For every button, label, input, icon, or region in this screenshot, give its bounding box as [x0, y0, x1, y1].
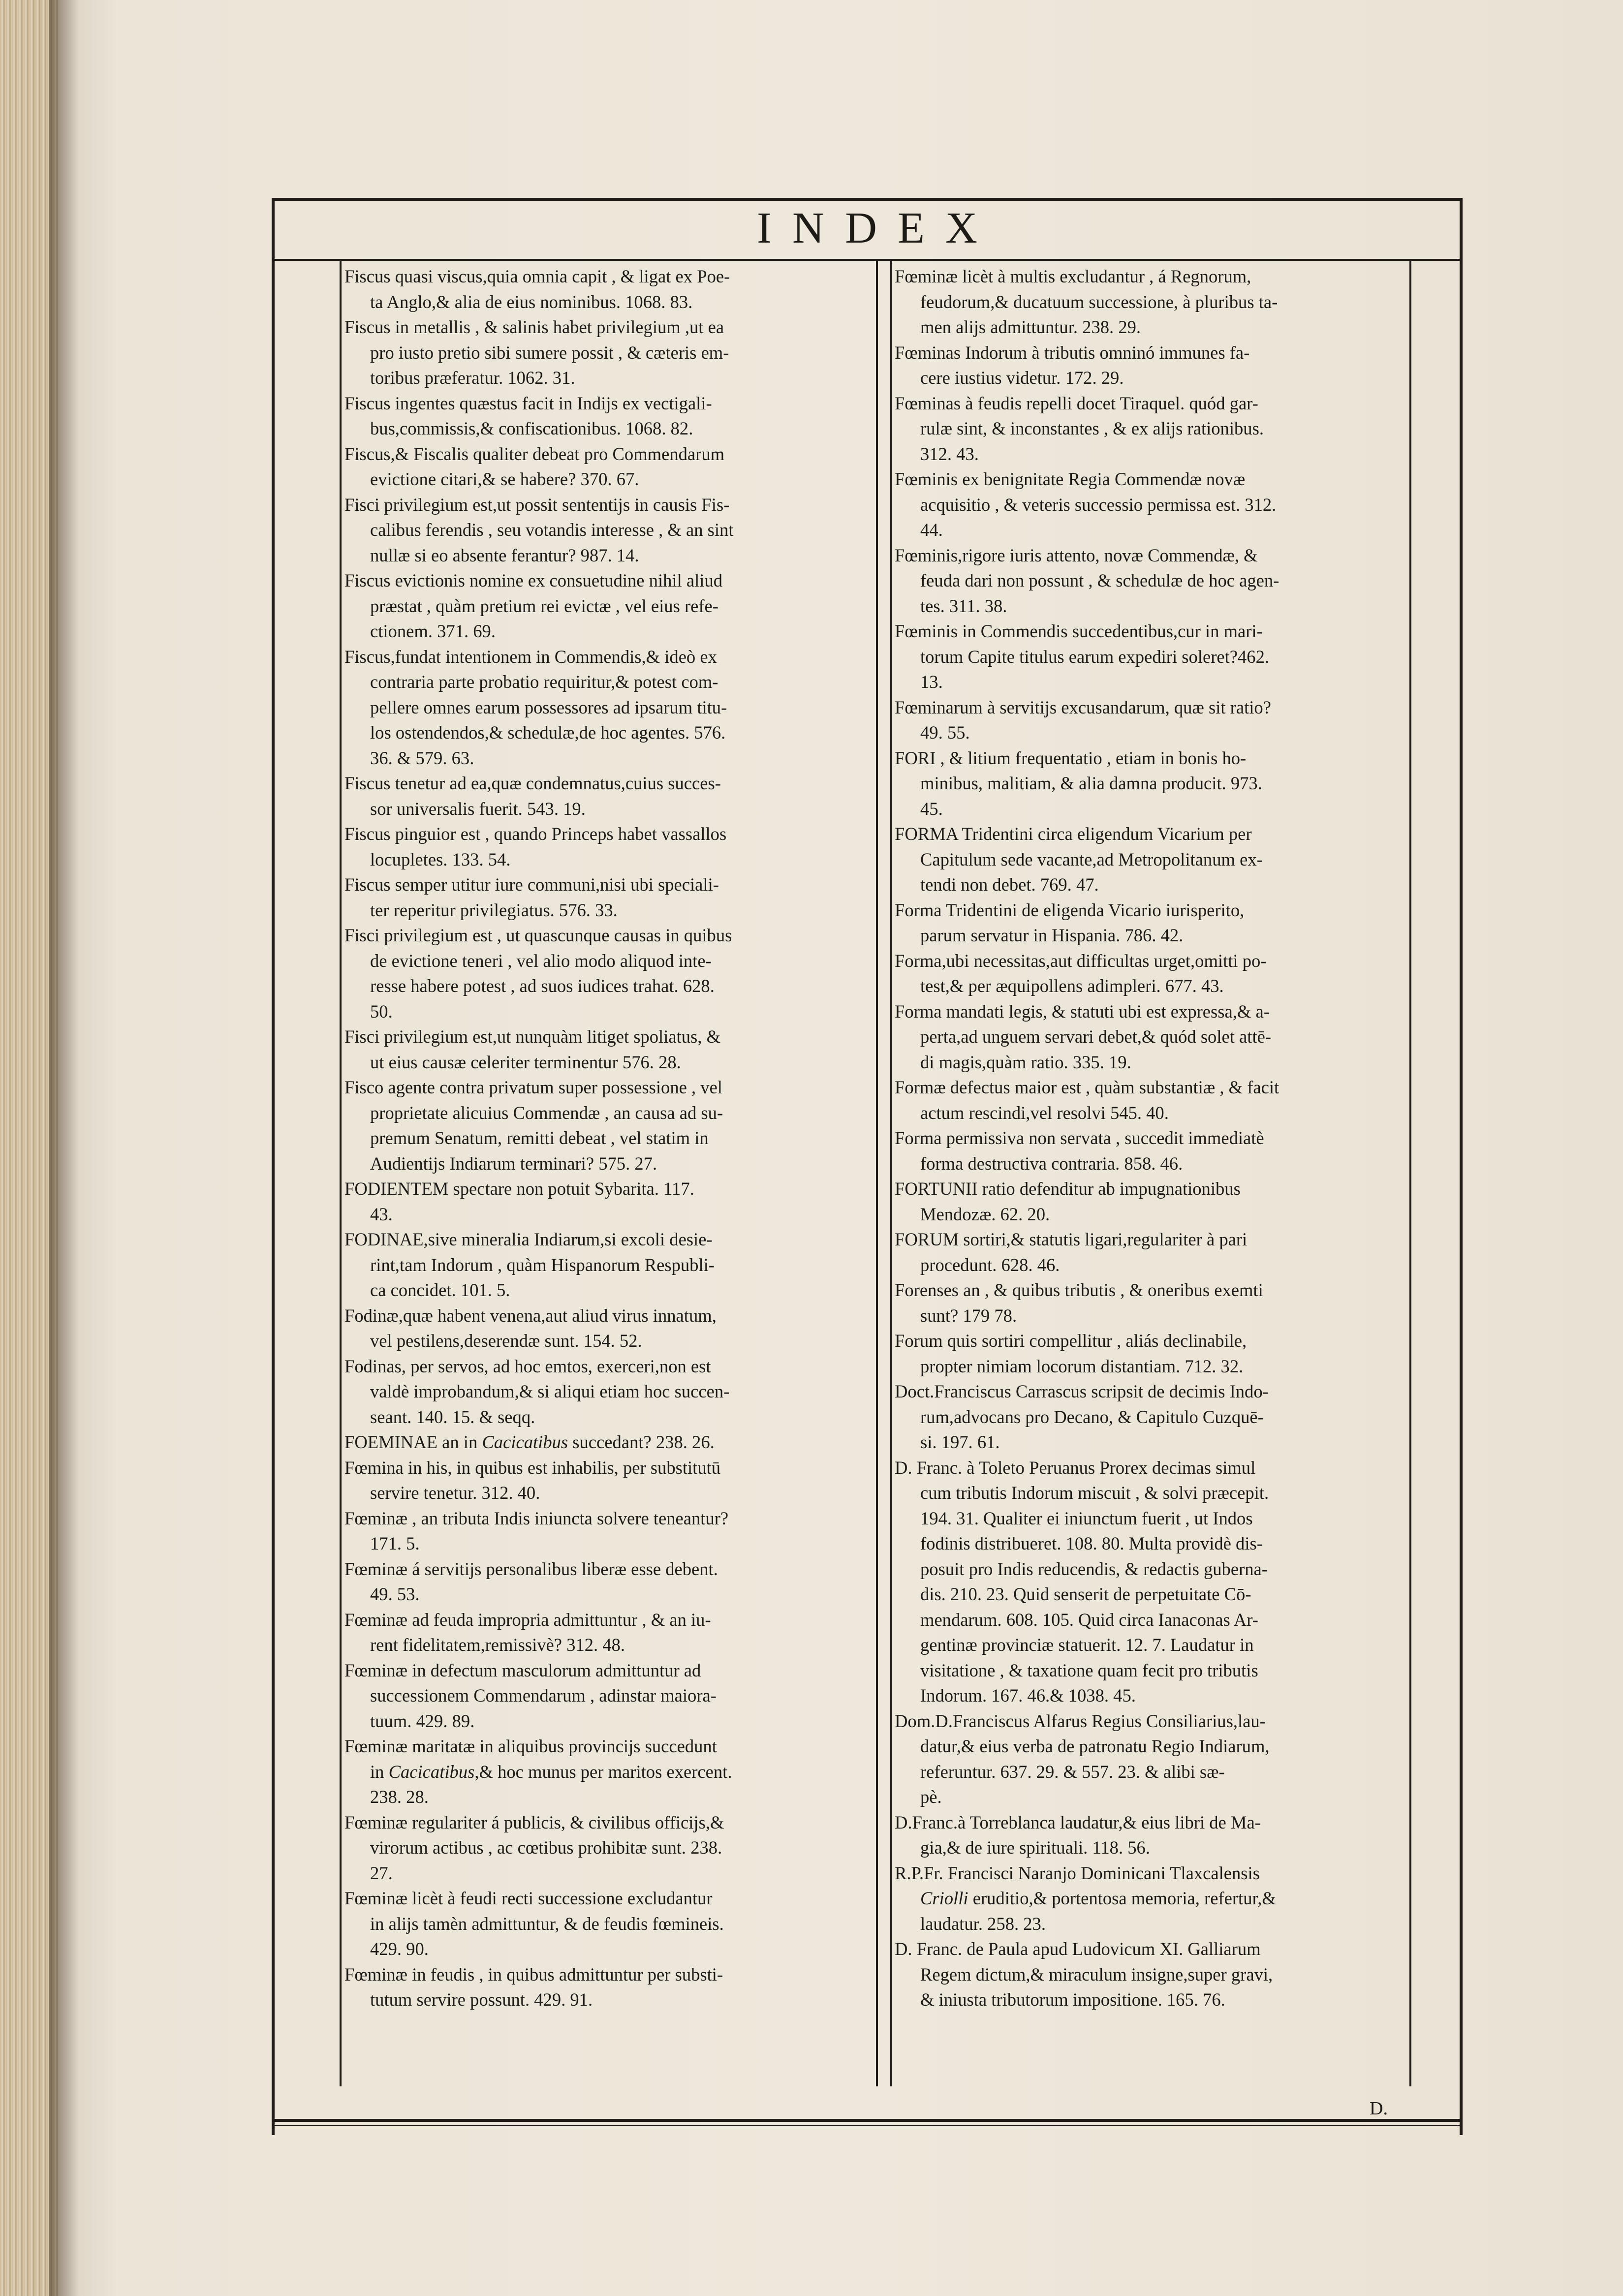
index-entry-line: Fiscus pinguior est , quando Princeps habet vassallos — [344, 824, 727, 844]
index-entry-line: FOEMINAE an in Cacicatibus succedant? 238. 26. — [344, 1432, 715, 1452]
index-entry-continuation: proprietate alicuius Commendæ , an causa ad su- — [370, 1102, 723, 1123]
index-entry-continuation: test,& per æquipollens adimpleri. 677. 43. — [920, 976, 1224, 996]
frame-bottom-rule-thin — [272, 2125, 1463, 2126]
index-entry-continuation: locupletes. 133. 54. — [370, 849, 511, 869]
index-entry-continuation: tuum. 429. 89. — [370, 1710, 475, 1731]
index-entry-continuation: forma destructiva contraria. 858. 46. — [920, 1153, 1183, 1174]
index-entry-continuation: 50. — [370, 1001, 393, 1022]
index-entry-continuation: 429. 90. — [370, 1939, 429, 1959]
index-entry-line: Fisci privilegium est , ut quascunque causas in quibus — [344, 925, 732, 945]
index-entry-continuation: virorum actibus , ac cœtibus prohibitæ sunt. 238. — [370, 1837, 722, 1858]
index-entry-continuation: Capitulum sede vacante,ad Metropolitanum ex- — [920, 849, 1263, 869]
index-entry-continuation: de evictione teneri , vel alio modo aliquod inte- — [370, 950, 712, 971]
index-entry-continuation: los ostendendos,& schedulæ,de hoc agentes. 576. — [370, 722, 726, 743]
frame-bottom-rule — [272, 2119, 1463, 2122]
index-entry-line: Fœminæ licèt à multis excludantur , á Regnorum, — [895, 266, 1251, 286]
index-entry-continuation: mendarum. 608. 105. Quid circa Ianaconas Ar- — [920, 1609, 1258, 1630]
index-entry-continuation: laudatur. 258. 23. — [920, 1913, 1046, 1934]
index-entry-line: FODINAE,sive mineralia Indiarum,si excoli desie- — [344, 1229, 713, 1249]
index-entry-continuation: sunt? 179 78. — [920, 1305, 1017, 1326]
index-entry-continuation: actum rescindi,vel resolvi 545. 40. — [920, 1102, 1169, 1123]
index-entry-continuation: referuntur. 637. 29. & 557. 23. & alibi sæ- — [920, 1761, 1225, 1782]
index-entry-continuation: ut eius causæ celeriter terminentur 576. 28. — [370, 1052, 681, 1072]
index-entry-continuation: si. 197. 61. — [920, 1432, 1000, 1452]
index-entry-line: FORI , & litium frequentatio , etiam in bonis ho- — [895, 747, 1247, 768]
index-entry-continuation: evictione citari,& se habere? 370. 67. — [370, 469, 639, 489]
index-entry-line: Fiscus ingentes quæstus facit in Indijs ex vectigali- — [344, 393, 712, 413]
index-entry-continuation: 312. 43. — [920, 443, 979, 464]
index-entry-line: Dom.D.Franciscus Alfarus Regius Consiliarius,lau- — [895, 1710, 1266, 1731]
index-column-right — [895, 264, 1405, 2084]
index-entry-continuation: feudorum,& ducatuum successione, à pluribus ta- — [920, 291, 1278, 312]
right-column-rule — [1409, 261, 1411, 2086]
index-entry-line: D. Franc. de Paula apud Ludovicum XI. Galliarum — [895, 1939, 1261, 1959]
index-entry-line: Fiscus evictionis nomine ex consuetudine nihil aliud — [344, 570, 723, 590]
index-entry-continuation: nullæ si eo absente ferantur? 987. 14. — [370, 545, 639, 565]
index-entry-continuation: fodinis distribueret. 108. 80. Multa providè dis- — [920, 1533, 1263, 1553]
index-entry-line: D. Franc. à Toleto Peruanus Prorex decimas simul — [895, 1457, 1256, 1478]
index-entry-continuation: pro iusto pretio sibi sumere possit , & cæteris em- — [370, 342, 729, 363]
index-entry-continuation: 49. 55. — [920, 722, 970, 743]
index-entry-continuation: resse habere potest , ad suos iudices trahat. 628. — [370, 976, 715, 996]
index-entry-continuation: cum tributis Indorum miscuit , & solvi præcepit. — [920, 1483, 1269, 1503]
index-entry-continuation: ca concidet. 101. 5. — [370, 1280, 510, 1300]
index-entry-continuation: vel pestilens,deserendæ sunt. 154. 52. — [370, 1331, 642, 1351]
index-entry-continuation: ctionem. 371. 69. — [370, 621, 496, 641]
index-entry-line: Fiscus in metallis , & salinis habet privilegium ,ut ea — [344, 317, 724, 337]
index-entry-continuation: valdè improbandum,& si aliqui etiam hoc succen- — [370, 1381, 730, 1401]
index-entry-continuation: 36. & 579. 63. — [370, 747, 474, 768]
index-entry-continuation: 171. 5. — [370, 1533, 420, 1553]
index-entry-continuation: men alijs admittuntur. 238. 29. — [920, 317, 1141, 337]
index-entry-line: Fiscus tenetur ad ea,quæ condemnatus,cuius succes- — [344, 773, 721, 793]
index-entry-continuation: dis. 210. 23. Quid senserit de perpetuitate Cō- — [920, 1584, 1251, 1604]
index-entry-continuation: 13. — [920, 672, 943, 692]
index-entry-continuation: propter nimiam locorum distantiam. 712. 32. — [920, 1356, 1244, 1376]
index-entry-line: Fœminæ in defectum masculorum admittuntur ad — [344, 1660, 701, 1680]
index-entry-continuation: rum,advocans pro Decano, & Capitulo Cuzquē- — [920, 1406, 1264, 1427]
index-entry-continuation: perta,ad unguem servari debet,& quód solet attē- — [920, 1026, 1272, 1047]
index-entry-continuation: bus,commissis,& confiscationibus. 1068. 82. — [370, 418, 693, 438]
index-entry-continuation: tendi non debet. 769. 47. — [920, 874, 1099, 895]
index-entry-line: Fiscus,& Fiscalis qualiter debeat pro Commendarum — [344, 443, 725, 464]
index-entry-continuation: sor universalis fuerit. 543. 19. — [370, 798, 586, 819]
index-entry-line: Fisci privilegium est,ut possit sententijs in causis Fis- — [344, 494, 730, 515]
index-entry-continuation: datur,& eius verba de patronatu Regio Indiarum, — [920, 1736, 1270, 1756]
index-entry-line: Fœminæ regulariter á publicis, & civilibus officijs,& — [344, 1812, 724, 1832]
index-entry-line: Fœminæ licèt à feudi recti successione excludantur — [344, 1888, 713, 1908]
index-entry-line: Doct.Franciscus Carrascus scripsit de decimis Indo- — [895, 1381, 1269, 1401]
index-entry-continuation: cere iustius videtur. 172. 29. — [920, 368, 1124, 388]
index-entry-line: Fiscus semper utitur iure communi,nisi ubi speciali- — [344, 874, 719, 895]
index-entry-continuation: gia,& de iure spirituali. 118. 56. — [920, 1837, 1150, 1858]
index-entry-line: Forum quis sortiri compellitur , aliás declinabile, — [895, 1331, 1247, 1351]
index-entry-continuation: contraria parte probatio requiritur,& potest com- — [370, 672, 718, 692]
index-entry-line: Fisci privilegium est,ut nunquàm litiget spoliatus, & — [344, 1026, 721, 1047]
index-entry-continuation: rint,tam Indorum , quàm Hispanorum Respubli- — [370, 1254, 715, 1275]
index-entry-line: FORTUNII ratio defenditur ab impugnationibus — [895, 1179, 1241, 1199]
index-entry-line: Forma Tridentini de eligenda Vicario iurisperito, — [895, 900, 1245, 920]
index-entry-continuation: toribus præferatur. 1062. 31. — [370, 368, 575, 388]
index-entry-line: Fœminas à feudis repelli docet Tiraquel. quód gar- — [895, 393, 1258, 413]
index-entry-line: Fœminæ in feudis , in quibus admittuntur per substi- — [344, 1964, 723, 1985]
index-entry-continuation: seant. 140. 15. & seqq. — [370, 1406, 535, 1427]
index-entry-continuation: ta Anglo,& alia de eius nominibus. 1068. 83. — [370, 291, 693, 312]
index-entry-line: Fœminæ maritatæ in aliquibus provincijs succedunt — [344, 1736, 717, 1756]
index-entry-line: FORUM sortiri,& statutis ligari,regulariter à pari — [895, 1229, 1248, 1249]
index-entry-line: Fodinas, per servos, ad hoc emtos, exerceri,non est — [344, 1356, 711, 1376]
index-entry-line: Fiscus,fundat intentionem in Commendis,& ideò ex — [344, 646, 717, 667]
index-entry-line: R.P.Fr. Francisci Naranjo Dominicani Tlaxcalensis — [895, 1862, 1260, 1883]
index-entry-continuation: tes. 311. 38. — [920, 595, 1007, 616]
index-entry-continuation: gentinæ provinciæ statuerit. 12. 7. Laudatur in — [920, 1635, 1254, 1655]
index-entry-continuation: in alijs tamèn admittuntur, & de feudis fœmineis. — [370, 1913, 724, 1934]
index-entry-continuation: pellere omnes earum possessores ad ipsarum titu- — [370, 697, 727, 717]
index-entry-continuation: in Cacicatibus,& hoc munus per maritos exercent. — [370, 1761, 732, 1782]
index-entry-line: Fœminas Indorum à tributis omninó immunes fa- — [895, 342, 1250, 363]
index-column-left — [344, 264, 871, 2084]
page-title: INDEX — [757, 204, 998, 252]
index-entry-continuation: & iniusta tributorum impositione. 165. 76. — [920, 1989, 1225, 2010]
catchword: D. — [1370, 2098, 1388, 2119]
index-entry-continuation: 43. — [370, 1204, 393, 1224]
index-entry-continuation: acquisitio , & veteris successio permissa est. 312. — [920, 494, 1277, 515]
index-entry-continuation: 194. 31. Qualiter ei iniunctum fuerit , ut Indos — [920, 1508, 1253, 1528]
index-entry-continuation: servire tenetur. 312. 40. — [370, 1483, 540, 1503]
index-entry-line: Forma mandati legis, & statuti ubi est expressa,& a- — [895, 1001, 1270, 1022]
index-entry-line: Fœmina in his, in quibus est inhabilis, per substitutū — [344, 1457, 721, 1478]
index-entry-continuation: procedunt. 628. 46. — [920, 1254, 1060, 1275]
index-entry-line: Fœminis,rigore iuris attento, novæ Commendæ, & — [895, 545, 1258, 565]
index-entry-line: Fœminæ á servitijs personalibus liberæ esse debent. — [344, 1558, 718, 1579]
left-column-rule — [340, 261, 342, 2086]
index-entry-continuation: præstat , quàm pretium rei evictæ , vel eius refe- — [370, 595, 718, 616]
index-entry-continuation: calibus ferendis , seu votandis interesse , & an sint — [370, 520, 734, 540]
index-entry-continuation: Criolli eruditio,& portentosa memoria, refertur,& — [920, 1888, 1276, 1908]
index-entry-line: FODIENTEM spectare non potuit Sybarita. 117. — [344, 1179, 694, 1199]
index-entry-continuation: premum Senatum, remitti debeat , vel statim in — [370, 1128, 709, 1148]
index-entry-continuation: 49. 53. — [370, 1584, 420, 1604]
index-entry-continuation: posuit pro Indis reducendis, & redactis guberna- — [920, 1558, 1268, 1579]
index-entry-continuation: visitatione , & taxatione quam fecit pro tributis — [920, 1660, 1258, 1680]
index-entry-continuation: tutum servire possunt. 429. 91. — [370, 1989, 593, 2010]
index-entry-continuation: 238. 28. — [370, 1787, 429, 1807]
index-entry-continuation: Audientijs Indiarum terminari? 575. 27. — [370, 1153, 657, 1174]
index-entry-continuation: rulæ sint, & inconstantes , & ex alijs rationibus. — [920, 418, 1264, 438]
index-entry-continuation: feuda dari non possunt , & schedulæ de hoc agen- — [920, 570, 1280, 590]
left-column-right-rule — [876, 261, 878, 2086]
index-entry-continuation: 44. — [920, 520, 943, 540]
index-entry-continuation: minibus, malitiam, & alia damna producit. 973. — [920, 773, 1262, 793]
index-entry-continuation: di magis,quàm ratio. 335. 19. — [920, 1052, 1131, 1072]
index-entry-continuation: 27. — [370, 1862, 393, 1883]
index-entry-line: FORMA Tridentini circa eligendum Vicarium per — [895, 824, 1252, 844]
index-entry-line: Fiscus quasi viscus,quia omnia capit , & ligat ex Poe- — [344, 266, 730, 286]
index-entry-continuation: 45. — [920, 798, 943, 819]
index-entry-continuation: pè. — [920, 1787, 942, 1807]
index-entry-line: Forenses an , & quibus tributis , & oneribus exemti — [895, 1280, 1263, 1300]
index-entry-line: Forma permissiva non servata , succedit immediatè — [895, 1128, 1264, 1148]
gutter-shadow — [49, 0, 79, 2296]
index-entry-line: Fœminæ ad feuda impropria admittuntur , & an iu- — [344, 1609, 711, 1630]
index-entry-continuation: Mendozæ. 62. 20. — [920, 1204, 1050, 1224]
index-entry-line: Forma,ubi necessitas,aut difficultas urget,omitti po- — [895, 950, 1267, 971]
index-entry-line: Fodinæ,quæ habent venena,aut aliud virus innatum, — [344, 1305, 717, 1326]
index-entry-line: Formæ defectus maior est , quàm substantiæ , & facit — [895, 1077, 1280, 1097]
index-entry-continuation: ter reperitur privilegiatus. 576. 33. — [370, 900, 618, 920]
index-entry-continuation: Regem dictum,& miraculum insigne,super gravi, — [920, 1964, 1273, 1985]
index-entry-continuation: parum servatur in Hispania. 786. 42. — [920, 925, 1184, 945]
index-entry-continuation: rent fidelitatem,remissivè? 312. 48. — [370, 1635, 625, 1655]
index-entry-continuation: successionem Commendarum , adinstar maiora- — [370, 1685, 717, 1706]
index-entry-line: D.Franc.à Torreblanca laudatur,& eius libri de Ma- — [895, 1812, 1261, 1832]
index-entry-line: Fœminis ex benignitate Regia Commendæ novæ — [895, 469, 1246, 489]
right-column-left-rule — [890, 261, 892, 2086]
index-entry-line: Fisco agente contra privatum super possessione , vel — [344, 1077, 722, 1097]
index-entry-line: Fœminarum à servitijs excusandarum, quæ sit ratio? — [895, 697, 1271, 717]
index-entry-line: Fœminis in Commendis succedentibus,cur in mari- — [895, 621, 1263, 641]
index-entry-continuation: Indorum. 167. 46.& 1038. 45. — [920, 1685, 1136, 1706]
index-entry-line: Fœminæ , an tributa Indis iniuncta solvere teneantur? — [344, 1508, 729, 1528]
index-entry-continuation: torum Capite titulus earum expediri soleret?462. — [920, 646, 1270, 667]
